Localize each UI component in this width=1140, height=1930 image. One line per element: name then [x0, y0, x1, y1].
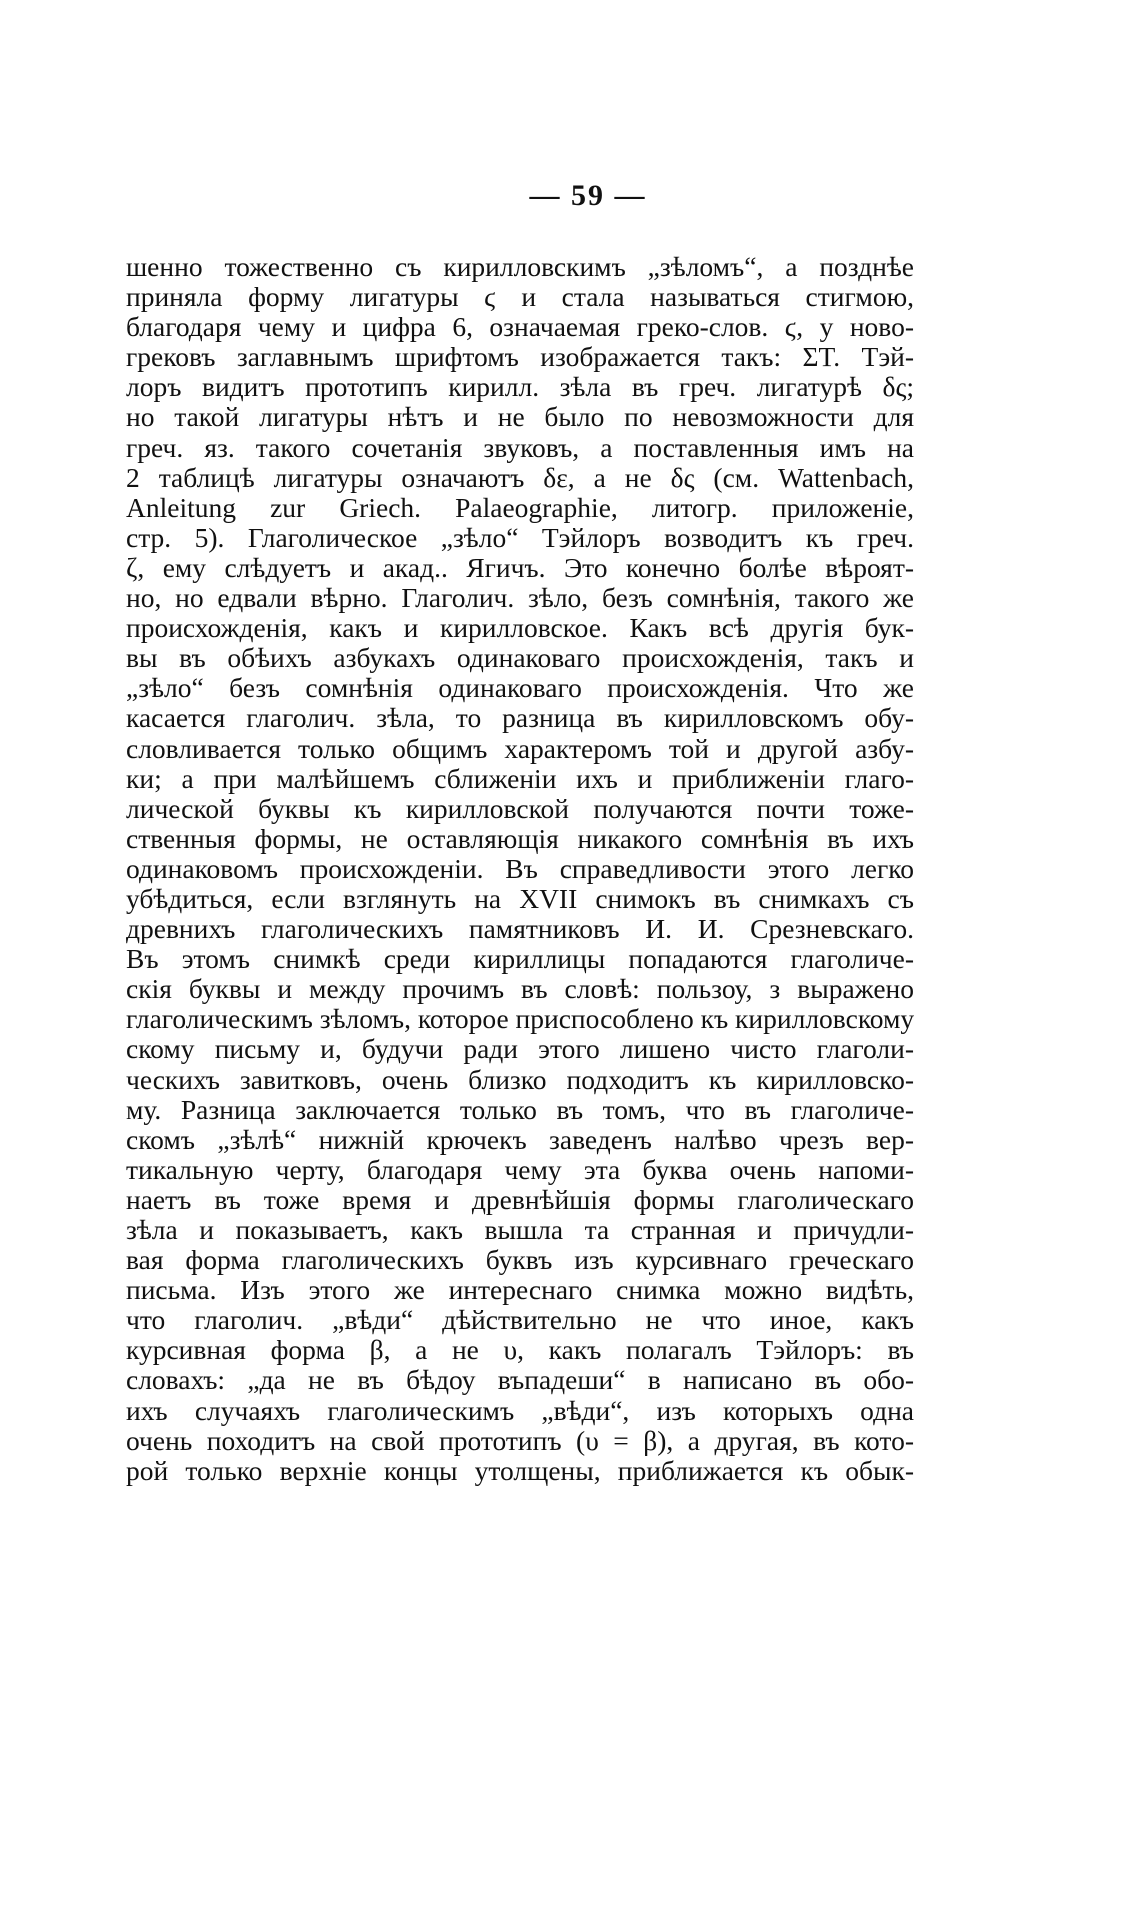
text-line: ζ, ему слѣдуетъ и акад.. Ягичъ. Это конечно болѣе вѣроят- — [126, 551, 914, 583]
text-line: вы въ обѣихъ азбукахъ одинаковаго происхожденія, такъ и — [126, 642, 914, 674]
text-line: убѣдиться, если взглянуть на XVII снимокъ въ снимкахъ съ — [126, 882, 914, 914]
body-text — [126, 252, 914, 1486]
text-line: вая форма глаголическихъ буквъ изъ курсивнаго греческаго — [126, 1244, 914, 1276]
text-line: скія буквы и между прочимъ въ словѣ: пользоу, з выражено — [126, 973, 914, 1005]
text-line: лоръ видитъ прототипъ кирилл. зѣла въ греч. лигатурѣ δς; — [126, 371, 914, 403]
text-line: одинаковомъ происхожденіи. Въ справедливости этого легко — [126, 852, 914, 884]
text-line: стр. 5). Глаголическое „зѣло“ Тэйлоръ возводитъ къ греч. — [126, 521, 914, 553]
text-line: благодаря чему и цифра 6, означаемая греко-слов. ϛ, у ново- — [126, 311, 914, 343]
text-line: что глаголич. „вѣди“ дѣйствительно не что иное, какъ — [126, 1304, 914, 1336]
text-line: лической буквы къ кирилловской получаются почти тоже- — [126, 792, 914, 824]
text-line: 2 таблицѣ лигатуры означаютъ δε, а не δς (см. Wattenbach, — [126, 461, 914, 493]
text-line: но, но едвали вѣрно. Глаголич. зѣло, безъ сомнѣнія, такого же — [126, 582, 914, 614]
text-line: ственныя формы, не оставляющія никакого сомнѣнія въ ихъ — [126, 822, 914, 854]
text-line: ки; а при малѣйшемъ сближеніи ихъ и приближеніи глаго- — [126, 762, 914, 794]
text-line: скомъ „зѣлѣ“ нижній крючекъ заведенъ налѣво чрезъ вер- — [126, 1123, 914, 1155]
text-line: глаголическимъ зѣломъ, которое приспособлено къ кирилловскому — [126, 1003, 915, 1035]
page-number: — 59 — — [529, 179, 647, 212]
text-line: рой только верхніе концы утолщены, приближается къ обык- — [126, 1454, 914, 1486]
text-line: словахъ: „да не въ бѣдоу въпадеши“ в написано въ обо- — [126, 1364, 914, 1396]
text-line: словливается только общимъ характеромъ той и другой азбу- — [126, 732, 914, 764]
text-line: скому письму и, будучи ради этого лишено чисто глаголи- — [126, 1033, 914, 1065]
text-line: грековъ заглавнымъ шрифтомъ изображается такъ: ΣΤ. Тэй- — [126, 341, 914, 373]
text-line: приняла форму лигатуры ϛ и стала называться стигмою, — [126, 281, 914, 313]
text-line: касается глаголич. зѣла, то разница въ кирилловскомъ обу- — [126, 702, 914, 734]
text-line: му. Разница заключается только въ томъ, что въ глаголиче- — [126, 1093, 914, 1125]
text-line: „зѣло“ безъ сомнѣнія одинаковаго происхожденія. Что же — [126, 672, 914, 704]
text-line: ихъ случаяхъ глаголическимъ „вѣди“, изъ которыхъ одна — [126, 1394, 914, 1426]
text-line: курсивная форма β, а не υ, какъ полагалъ Тэйлоръ: въ — [126, 1334, 914, 1366]
text-line: зѣла и показываетъ, какъ вышла та странная и причудли- — [126, 1214, 914, 1245]
text-line: Въ этомъ снимкѣ среди кириллицы попадаются глаголиче- — [126, 943, 914, 975]
text-line: но такой лигатуры нѣтъ и не было по невозможности для — [126, 401, 914, 433]
text-line: письма. Изъ этого же интереснаго снимка можно видѣть, — [126, 1274, 914, 1306]
text-line: происхожденія, какъ и кирилловское. Какъ всѣ другія бук- — [126, 612, 914, 644]
text-line: наетъ въ тоже время и древнѣйшія формы глаголическаго — [126, 1183, 914, 1215]
text-line: очень походитъ на свой прототипъ (υ = β), а другая, въ кото- — [126, 1424, 914, 1456]
text-line: греч. яз. такого сочетанія звуковъ, а поставленныя имъ на — [126, 431, 914, 463]
text-line: ческихъ завитковъ, очень близко подходитъ къ кирилловско- — [126, 1063, 914, 1095]
text-line: древнихъ глаголическихъ памятниковъ И. И. Срезневскаго. — [126, 913, 914, 945]
text-line: тикальную черту, благодаря чему эта буква очень напоми- — [126, 1153, 914, 1185]
text-line: Anleitung zur Griech. Palaeographie, литогр. приложеніе, — [126, 491, 914, 523]
text-line: шенно тожественно съ кирилловскимъ „зѣломъ“, а позднѣе — [126, 251, 914, 282]
